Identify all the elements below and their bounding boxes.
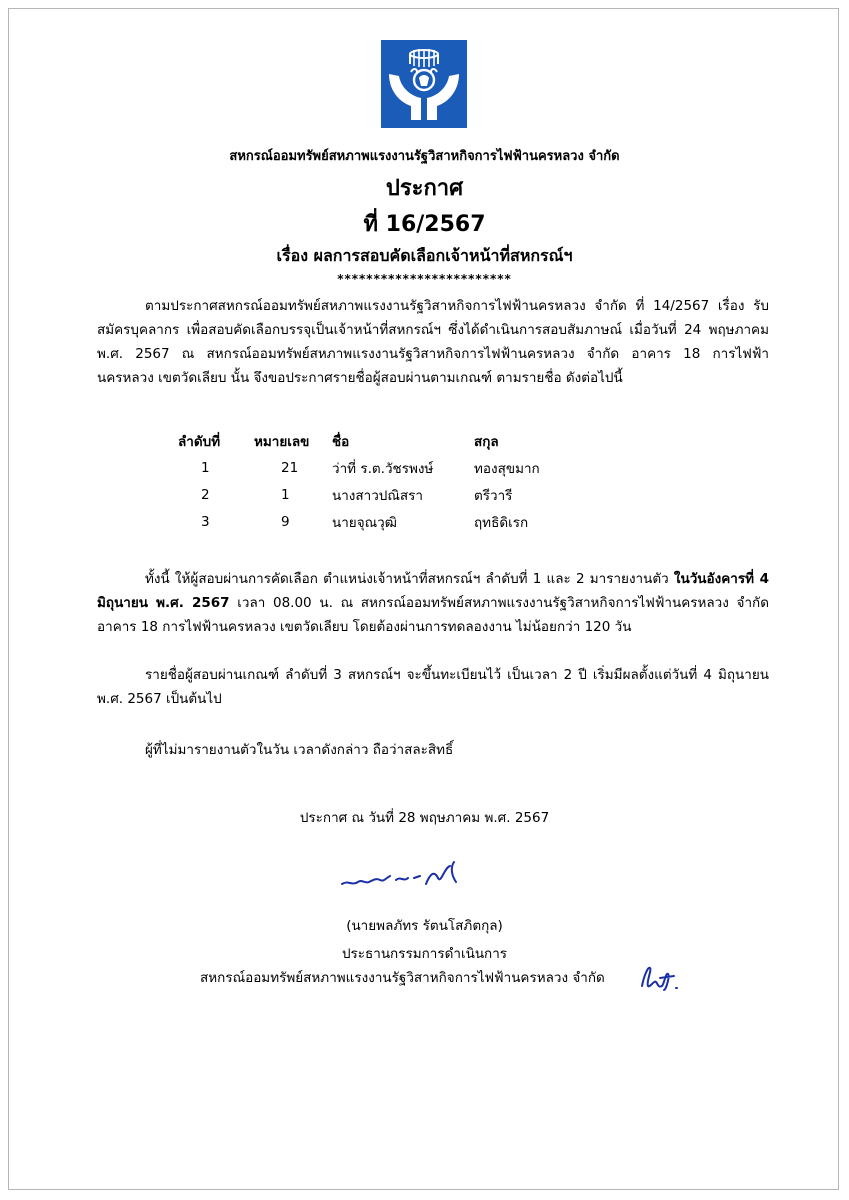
cell-number: 9 (281, 513, 290, 530)
table-row (178, 481, 594, 508)
report-paragraph (97, 567, 769, 639)
table-row (178, 508, 594, 535)
col-header-order: ลำดับที่ (178, 434, 221, 450)
cooperative-logo-icon (381, 40, 467, 128)
cell-number: 1 (281, 486, 290, 503)
cell-surname: ตรีวารี (474, 487, 513, 504)
table-row (178, 454, 594, 481)
cell-firstname: ว่าที่ ร.ต.วัชรพงษ์ (332, 460, 434, 477)
intro-paragraph: ตามประกาศสหกรณ์ออมทรัพย์สหภาพแรงงานรัฐวิสาหกิจการไฟฟ้านครหลวง จำกัด ที่ 14/2567 เรื่อง รับสมัครบุคลากร เพื่อสอบคัดเลือกบรรจุเป็นเจ้าหน้าที่สหกรณ์ฯ ซึ่งได้ดำเนินการสอบสัมภาษณ์ เมื่อวันที่ 24 พฤษภาคม พ.ศ. 2567 ณ สหกรณ์ออมทรัพย์สหภาพแรงงานรัฐวิสาหกิจการไฟฟ้านครหลวง จำกัด อาคาร 18 การไฟฟ้านครหลวง เขตวัดเลียบ นั้น จึงขอประกาศรายชื่อผู้สอบผ่านตามเกณฑ์ ตามรายชื่อ ดังต่อไปนี้ (97, 298, 769, 386)
passed-candidates-table (178, 428, 594, 535)
organization-heading: สหกรณ์ออมทรัพย์สหภาพแรงงานรัฐวิสาหกิจการไฟฟ้านครหลวง จำกัด (229, 149, 620, 164)
separator: ************************ (337, 272, 512, 286)
signer-name: (นายพลภัทร รัตนโสภิตกุล) (346, 918, 503, 934)
cell-surname: ทองสุขมาก (474, 460, 540, 477)
col-header-firstname: ชื่อ (332, 434, 350, 450)
cell-order: 1 (201, 459, 210, 476)
issued-date: ประกาศ ณ วันที่ 28 พฤษภาคม พ.ศ. 2567 (299, 810, 550, 826)
cell-firstname: นางสาวปณิสรา (332, 487, 423, 504)
announcement-title: ประกาศ (385, 176, 464, 201)
table-header-row (178, 428, 594, 454)
col-header-surname: สกุล (474, 434, 499, 450)
cell-order: 2 (201, 486, 210, 503)
signature-icon (338, 858, 468, 894)
col-header-number: หมายเลข (254, 434, 310, 450)
initials-icon (638, 962, 680, 992)
registration-paragraph: รายชื่อผู้สอบผ่านเกณฑ์ ลำดับที่ 3 สหกรณ์ฯ จะขึ้นทะเบียนไว้ เป็นเวลา 2 ปี เริ่มมีผลตั้งแต่วันที่ 4 มิถุนายน พ.ศ. 2567 เป็นต้นไป (97, 667, 769, 707)
signer-title: ประธานกรรมการดำเนินการ (341, 946, 508, 962)
forfeit-paragraph: ผู้ที่ไม่มารายงานตัวในวัน เวลาดังกล่าว ถือว่าสละสิทธิ์ (145, 742, 454, 758)
cell-number: 21 (281, 459, 299, 476)
report-text-prefix: ทั้งนี้ ให้ผู้สอบผ่านการคัดเลือก ตำแหน่งเจ้าหน้าที่สหกรณ์ฯ ลำดับที่ 1 และ 2 มารายงานตัว (145, 571, 674, 587)
report-date-emphasis: ในวันอังคารที่ 4 มิถุนายน พ.ศ. 2567 (97, 571, 769, 611)
report-text-suffix: เวลา 08.00 น. ณ สหกรณ์ออมทรัพย์สหภาพแรงงานรัฐวิสาหกิจการไฟฟ้านครหลวง จำกัด อาคาร 18 การไฟฟ้านครหลวง เขตวัดเลียบ โดยต้องผ่านการทดลองงาน ไม่น้อยกว่า 120 วัน (97, 595, 769, 635)
cell-firstname: นายจุณวุฒิ (332, 514, 397, 531)
cell-surname: ฤทธิดิเรก (474, 514, 529, 531)
announcement-number: ที่ 16/2567 (363, 212, 486, 237)
cell-order: 3 (201, 513, 210, 530)
announcement-subject: เรื่อง ผลการสอบคัดเลือกเจ้าหน้าที่สหกรณ์ฯ (276, 246, 573, 265)
signer-organization: สหกรณ์ออมทรัพย์สหภาพแรงงานรัฐวิสาหกิจการไฟฟ้านครหลวง จำกัด (200, 970, 605, 986)
